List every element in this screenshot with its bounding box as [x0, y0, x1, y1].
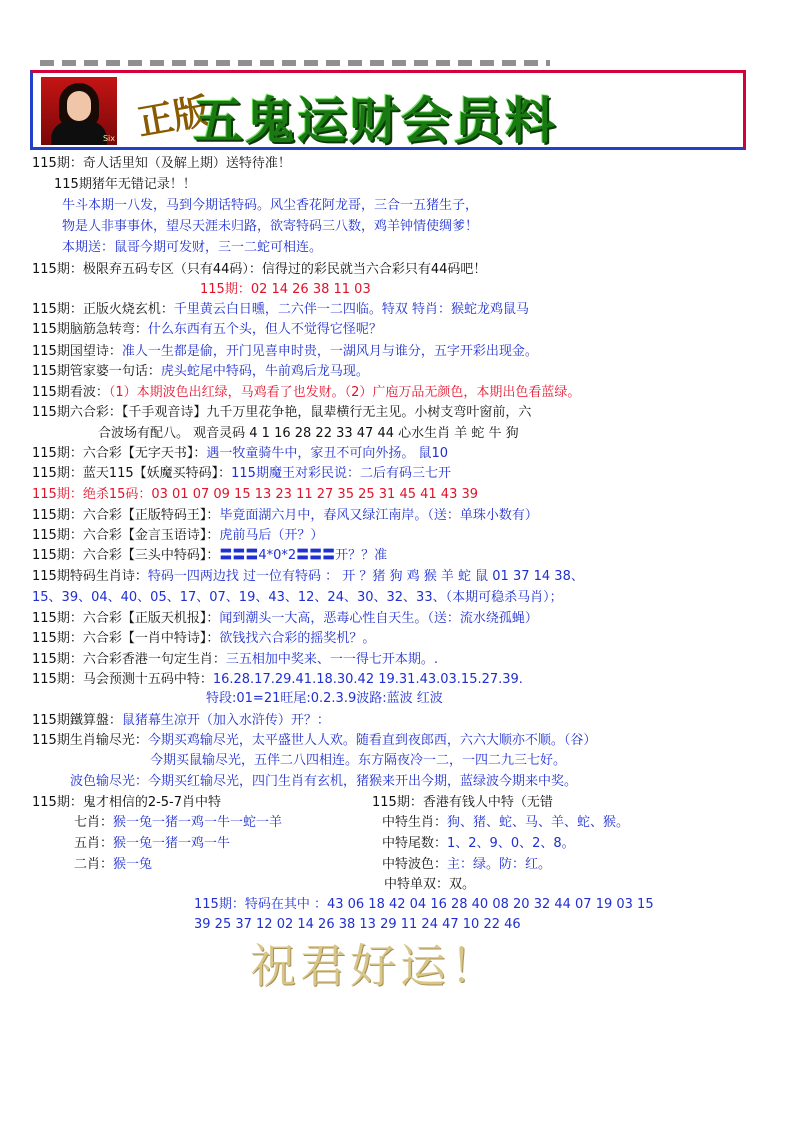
line-text: 虎头蛇尾中特码，牛前鸡后龙马现。 — [160, 364, 369, 379]
line-text: 波色输尽光：今期买红输尽光，四门生肖有玄机，猪猴来开出今期，蓝绿波今期来中奖。 — [70, 774, 578, 789]
line-text: 115期：六合彩【一肖中特诗】： — [32, 631, 220, 646]
line-text: 千里黄云白日曛，二六伴一二四临。特双 特肖：猴蛇龙鸡鼠马 — [173, 302, 529, 317]
line-1 — [32, 156, 291, 172]
line-text: 115期：六合彩【三头中特码】： — [32, 548, 220, 563]
line-text: 〓〓〓4*0*2〓〓〓开？？准 — [219, 548, 388, 563]
line-9 — [32, 322, 382, 338]
line-text: 牛斗本期一八发，马到今期话特码。风尘香花阿龙哥，三合一五猪生子， — [62, 198, 479, 213]
line-19 — [32, 528, 323, 544]
line-text: 中特生肖： — [382, 815, 448, 830]
line-text: 115期：蓝天115【妖魔买特码】： — [32, 466, 232, 481]
line-text: 今期买鼠输尽光，五伴二八四相连。东方隔夜冷一二，一四二九三七好。 — [150, 753, 567, 768]
line-text: 虎前马后（开？） — [219, 528, 324, 543]
line-text: 115期：马会预测十五码中特： — [32, 672, 213, 687]
line-text: 115期：鬼才相信的2-5-7肖中特 — [32, 795, 222, 810]
line-32 — [32, 795, 221, 811]
line-text: 本期送：鼠哥今期可发财，三一二蛇可相连。 — [62, 240, 323, 255]
line-40 — [384, 877, 475, 893]
line-text: 什么东西有五个头，但人不觉得它怪呢？ — [147, 322, 382, 337]
line-text: 合波场有配八。 观音灵码 4 1 16 28 22 33 47 44 心水生肖 羊 蛇 牛 狗 — [98, 426, 519, 441]
line-text: 115期：极限弃五码专区（只有44码）：信得过的彩民就当六合彩只有44码吧！ — [32, 262, 487, 277]
line-text: 115期猪年无错记录！！ — [54, 177, 196, 192]
line-17 — [32, 487, 478, 503]
line-2 — [54, 177, 196, 193]
zhengban-badge: 正版 — [134, 90, 213, 144]
blessing-text: 祝君好运！ — [250, 939, 500, 993]
line-text: 七肖： — [74, 815, 114, 830]
line-7 — [200, 282, 371, 298]
line-text: 115期：绝杀15码：03 01 07 09 15 13 23 11 27 35 25 31 45 41 43 39 — [32, 487, 479, 502]
line-3 — [62, 198, 478, 214]
line-text: 15、39、04、40、05、17、07、19、43、12、24、30、32、33、（本期可稳杀马肖）； — [32, 590, 563, 605]
line-text: 中特尾数： — [382, 836, 448, 851]
line-text: 115期鐵算盤： — [32, 713, 122, 728]
line-15 — [32, 446, 448, 462]
line-12 — [32, 385, 580, 401]
line-text: 中特单双：双。 — [384, 877, 476, 892]
line-39 — [382, 857, 551, 873]
header-banner — [30, 70, 746, 150]
line-text: 特码一四两边找 过一位有特码 ： 开 ？猪 狗 鸡 猴 羊 蛇 鼠 01 37 14 38、 — [147, 569, 584, 584]
line-text: 猴一兔 — [113, 857, 153, 872]
line-20 — [32, 548, 387, 564]
line-27 — [206, 691, 443, 707]
line-text: 115期：正版火烧玄机： — [32, 302, 174, 317]
line-13 — [32, 405, 531, 421]
line-text: 三五相加中奖来、一一得七开本期。. — [225, 652, 438, 667]
line-38 — [382, 836, 575, 852]
line-22 — [32, 590, 563, 606]
line-26 — [32, 672, 523, 688]
line-text: 主：绿。防：红。 — [447, 857, 552, 872]
line-35 — [74, 857, 152, 873]
line-text: 115期：奇人话里知（及解上期）送特待准！ — [32, 156, 291, 171]
avatar-tag: Six — [102, 134, 115, 143]
page-title: 五鬼运财会员料 — [193, 92, 557, 150]
line-text: 115期：六合彩【金言玉语诗】： — [32, 528, 220, 543]
line-11 — [32, 364, 369, 380]
top-strip — [40, 60, 550, 66]
line-36 — [372, 795, 553, 811]
line-text: 鼠猪幕生凉开（加入水浒传）开？： — [121, 713, 330, 728]
line-21 — [32, 569, 584, 585]
line-text: 115期脑筋急转弯： — [32, 322, 148, 337]
line-5 — [62, 240, 322, 256]
line-text: 115期生肖输尽光： — [32, 733, 148, 748]
line-text: 猴一兔一猪一鸡一牛一蛇一羊 — [113, 815, 283, 830]
line-text: 中特波色： — [382, 857, 448, 872]
avatar — [41, 77, 117, 145]
line-28 — [32, 713, 330, 729]
line-text: 猴一兔一猪一鸡一牛 — [113, 836, 231, 851]
line-text: 115期：六合彩香港一句定生肖： — [32, 652, 226, 667]
line-text: 115期：特码在其中 ：43 06 18 42 04 16 28 40 08 20 32 44 07 19 03 15 — [194, 897, 654, 912]
line-33 — [74, 815, 282, 831]
line-4 — [62, 219, 478, 235]
line-31 — [70, 774, 577, 790]
line-14 — [98, 426, 519, 442]
line-text: 特段:01=21旺尾:0.2.3.9波路:蓝波 红波 — [206, 691, 443, 706]
line-29 — [32, 733, 596, 749]
line-text: 115期：六合彩【正版天机报】： — [32, 611, 220, 626]
line-23 — [32, 611, 538, 627]
line-text: （1）本期波色出红绿，马鸡看了也发财。（2）广庖万品无颜色，本期出色看蓝绿。 — [108, 385, 581, 400]
line-text: 115期：香港有钱人中特（无错 — [372, 795, 553, 810]
line-text: 115期：六合彩【正版特码王】： — [32, 508, 220, 523]
line-41 — [194, 897, 654, 913]
line-text: 准人一生都是偷，开门见喜申时贵，一湖风月与谁分，五字开彩出现金。 — [121, 344, 538, 359]
line-text: 欲钱找六合彩的摇奖机？。 — [219, 631, 376, 646]
line-text: 39 25 37 12 02 14 26 38 13 29 11 24 47 10 22 46 — [194, 917, 521, 932]
line-text: 二肖： — [74, 857, 114, 872]
line-text: 五肖： — [74, 836, 114, 851]
line-text: 狗、猪、蛇、马、羊、蛇、猴。 — [447, 815, 630, 830]
line-37 — [382, 815, 629, 831]
line-text: 115期：六合彩【无字天书】： — [32, 446, 207, 461]
line-24 — [32, 631, 375, 647]
line-text: 115期特码生肖诗： — [32, 569, 148, 584]
line-30 — [150, 753, 566, 769]
line-10 — [32, 344, 538, 360]
line-34 — [74, 836, 230, 852]
line-6 — [32, 262, 486, 278]
line-text: 115期魔王对彩民说：二后有码三七开 — [231, 466, 451, 481]
line-text: 115期：02 14 26 38 11 03 — [200, 282, 371, 297]
line-text: 1、2、9、0、2、8。 — [447, 836, 575, 851]
line-text: 16.28.17.29.41.18.30.42 19.31.43.03.15.27.39. — [212, 672, 523, 687]
line-text: 遇一牧童骑牛中，家丑不可向外扬。 鼠10 — [206, 446, 449, 461]
line-text: 115期看波： — [32, 385, 109, 400]
line-8 — [32, 302, 529, 318]
line-text: 115期六合彩：【千手观音诗】九千万里花争艳，鼠辈横行无主见。小树支弯叶窗前，六 — [32, 405, 532, 420]
line-16 — [32, 466, 451, 482]
line-18 — [32, 508, 538, 524]
line-text: 毕竟面湖六月中，春风又绿江南岸。（送：单珠小数有） — [219, 508, 538, 523]
line-text: 物是人非事事休，望尽天涯未归路，欲寄特码三八数，鸡羊钟情使绸爹！ — [62, 219, 479, 234]
line-text: 115期国望诗： — [32, 344, 122, 359]
line-text: 闻到潮头一大高，恶毒心性自天生。（送：流水绕孤蝇） — [219, 611, 538, 626]
line-25 — [32, 652, 438, 668]
line-text: 今期买鸡输尽光，太平盛世人人欢。随看直到夜郎西，六六大顺亦不顺。（谷） — [147, 733, 597, 748]
line-text: 115期管家婆一句话： — [32, 364, 161, 379]
